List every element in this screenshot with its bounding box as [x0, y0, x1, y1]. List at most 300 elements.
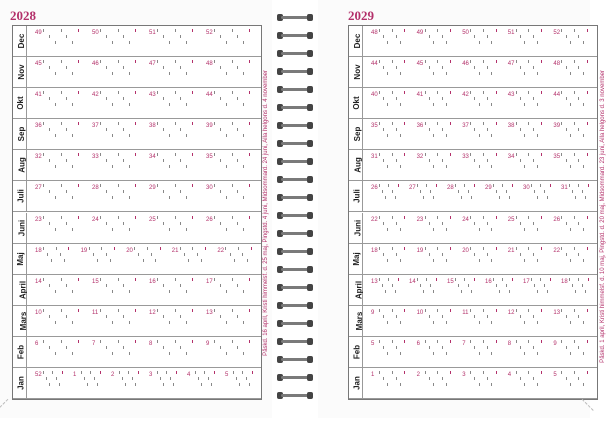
day-mark — [163, 190, 168, 193]
day-mark — [429, 253, 434, 256]
day-strip — [29, 27, 259, 55]
week-number: 39 — [553, 123, 561, 130]
week-number: 49 — [416, 30, 424, 36]
day-mark — [251, 247, 256, 250]
week-number: 7 — [92, 340, 96, 347]
day-mark — [112, 290, 117, 293]
day-mark — [570, 41, 575, 44]
day-mark — [474, 184, 479, 187]
day-mark — [398, 184, 403, 187]
day-mark — [474, 278, 479, 281]
day-mark — [442, 66, 447, 69]
day-strip — [365, 151, 595, 179]
day-mark — [129, 352, 134, 355]
day-mark — [516, 309, 521, 312]
month-label: Maj — [16, 251, 26, 266]
day-mark — [429, 128, 434, 131]
day-mark — [66, 190, 71, 193]
month-row — [13, 26, 261, 57]
day-mark — [49, 284, 54, 287]
day-mark — [392, 60, 397, 63]
day-mark — [61, 29, 66, 32]
day-mark — [442, 222, 447, 225]
day-strip — [29, 245, 259, 273]
day-mark — [483, 153, 488, 156]
day-mark — [570, 72, 575, 75]
day-mark — [106, 253, 111, 256]
day-mark — [537, 321, 542, 324]
day-mark — [404, 371, 409, 374]
day-mark — [249, 29, 254, 32]
day-mark — [442, 35, 447, 38]
day-mark — [479, 41, 484, 44]
day-mark — [400, 259, 405, 262]
day-mark — [138, 371, 143, 374]
week-number: 43 — [149, 92, 156, 99]
day-strip — [365, 89, 595, 117]
day-mark — [155, 259, 160, 262]
week-number: 27 — [35, 185, 42, 192]
day-mark — [232, 29, 237, 32]
holiday-note: Påskd. 1 april, Kristi himmelsf. d. 10 maj, Pingstd. d. 20 maj, Midsommard. 23 juni, Alla helgons d. 3 november — [600, 70, 606, 363]
day-mark — [186, 41, 191, 44]
day-mark — [239, 383, 244, 386]
day-mark — [587, 122, 592, 125]
ring-part — [281, 34, 309, 37]
day-mark — [163, 35, 168, 38]
week-number: 2 — [111, 371, 115, 378]
day-mark — [214, 309, 219, 312]
ring-part — [281, 232, 309, 235]
day-mark — [541, 309, 546, 312]
day-mark — [170, 377, 175, 380]
ring-part — [307, 392, 313, 399]
day-mark — [404, 247, 409, 250]
day-mark — [175, 216, 180, 219]
week-number: 16 — [485, 278, 492, 285]
month-row — [13, 244, 261, 275]
day-mark — [43, 340, 48, 343]
month-label-cell — [349, 244, 363, 274]
day-mark — [163, 284, 168, 287]
week-number: 25 — [507, 216, 515, 223]
day-mark — [232, 340, 237, 343]
day-mark — [574, 247, 579, 250]
day-mark — [470, 309, 475, 312]
day-mark — [252, 371, 257, 374]
day-mark — [496, 60, 501, 63]
day-mark — [220, 128, 225, 131]
week-number: 45 — [35, 61, 42, 68]
month-label: Okt — [16, 96, 26, 110]
day-mark — [574, 60, 579, 63]
day-mark — [192, 278, 197, 281]
day-mark — [587, 60, 592, 63]
month-row — [349, 368, 597, 399]
day-mark — [49, 97, 54, 100]
right-page-2029 — [318, 0, 606, 418]
week-number: 37 — [462, 123, 469, 130]
day-mark — [541, 153, 546, 156]
day-mark — [186, 134, 191, 137]
day-mark — [135, 153, 140, 156]
day-mark — [186, 165, 191, 168]
month-label-cell — [349, 337, 363, 367]
day-mark — [566, 222, 571, 225]
day-mark — [383, 97, 388, 100]
day-mark — [135, 184, 140, 187]
month-label: Nov — [353, 64, 363, 80]
day-mark — [437, 216, 442, 219]
day-mark — [534, 190, 539, 193]
day-mark — [524, 103, 529, 106]
week-number: 43 — [507, 92, 515, 99]
day-mark — [404, 309, 409, 312]
day-mark — [106, 190, 111, 193]
day-mark — [205, 247, 210, 250]
day-mark — [496, 216, 501, 219]
day-mark — [483, 216, 488, 219]
week-number: 48 — [371, 30, 378, 36]
day-mark — [582, 190, 587, 193]
day-mark — [66, 35, 71, 38]
day-mark — [574, 216, 579, 219]
day-mark — [404, 153, 409, 156]
ring-part — [281, 340, 309, 343]
day-mark — [43, 184, 48, 187]
day-mark — [491, 383, 496, 386]
day-mark — [232, 309, 237, 312]
month-label: Sep — [352, 126, 362, 142]
day-mark — [387, 259, 392, 262]
day-mark — [97, 383, 102, 386]
day-mark — [524, 165, 529, 168]
ring-part — [307, 176, 313, 183]
day-mark — [214, 216, 219, 219]
day-mark — [587, 216, 592, 219]
day-mark — [541, 371, 546, 374]
day-mark — [387, 321, 392, 324]
day-mark — [387, 103, 392, 106]
ring-part — [307, 338, 313, 345]
day-mark — [437, 122, 442, 125]
day-mark — [249, 122, 254, 125]
day-mark — [392, 247, 397, 250]
day-mark — [249, 278, 254, 281]
day-mark — [583, 103, 588, 106]
binding-ring — [277, 266, 313, 273]
day-mark — [192, 153, 197, 156]
day-mark — [446, 103, 451, 106]
week-number: 40 — [371, 92, 378, 99]
ring-part — [307, 86, 313, 93]
ring-part — [307, 284, 313, 291]
day-mark — [49, 35, 54, 38]
week-number: 11 — [92, 309, 99, 316]
day-mark — [90, 371, 95, 374]
day-mark — [383, 346, 388, 349]
day-mark — [123, 35, 128, 38]
day-mark — [100, 216, 105, 219]
day-mark — [43, 29, 48, 32]
day-strip — [365, 369, 595, 397]
day-mark — [429, 159, 434, 162]
week-number: 18 — [371, 247, 378, 254]
day-mark — [496, 340, 501, 343]
day-mark — [100, 340, 105, 343]
day-mark — [379, 184, 384, 187]
day-mark — [570, 383, 575, 386]
day-mark — [520, 315, 525, 318]
day-mark — [533, 159, 538, 162]
day-mark — [135, 122, 140, 125]
day-mark — [106, 35, 111, 38]
day-mark — [487, 66, 492, 69]
month-label-cell — [13, 275, 27, 305]
day-mark — [60, 253, 65, 256]
day-mark — [520, 346, 525, 349]
month-label: Aug — [353, 157, 363, 174]
day-mark — [446, 352, 451, 355]
day-mark — [220, 346, 225, 349]
week-number: 25 — [149, 216, 156, 223]
day-mark — [123, 222, 128, 225]
ring-part — [307, 302, 313, 309]
day-mark — [236, 377, 241, 380]
binding-ring — [277, 194, 313, 201]
day-mark — [129, 41, 134, 44]
month-label-cell — [349, 26, 363, 56]
day-mark — [78, 29, 83, 32]
day-mark — [175, 340, 180, 343]
day-mark — [583, 72, 588, 75]
day-mark — [483, 29, 488, 32]
month-label: Juni — [353, 219, 363, 236]
day-mark — [398, 278, 403, 281]
day-mark — [175, 60, 180, 63]
week-number: 18 — [35, 247, 42, 254]
month-row — [349, 337, 597, 368]
day-mark — [192, 309, 197, 312]
week-number: 13 — [371, 278, 378, 285]
binding-ring — [277, 32, 313, 39]
day-mark — [383, 35, 388, 38]
day-mark — [169, 321, 174, 324]
day-mark — [175, 278, 180, 281]
day-mark — [537, 259, 542, 262]
day-mark — [436, 184, 441, 187]
day-mark — [100, 60, 105, 63]
day-mark — [118, 278, 123, 281]
day-mark — [470, 371, 475, 374]
day-mark — [55, 165, 60, 168]
month-label: Okt — [352, 96, 362, 110]
day-mark — [583, 383, 588, 386]
day-mark — [528, 371, 533, 374]
day-mark — [516, 216, 521, 219]
month-row — [13, 275, 261, 306]
day-mark — [442, 377, 447, 380]
day-mark — [404, 216, 409, 219]
day-mark — [547, 290, 552, 293]
day-mark — [533, 346, 538, 349]
day-mark — [72, 352, 77, 355]
day-mark — [379, 91, 384, 94]
week-number: 50 — [92, 30, 99, 36]
day-mark — [243, 352, 248, 355]
week-number: 26 — [553, 216, 561, 223]
week-number: 5 — [225, 371, 229, 378]
day-mark — [186, 228, 191, 231]
day-mark — [226, 321, 231, 324]
day-mark — [470, 216, 475, 219]
day-mark — [588, 184, 593, 187]
day-mark — [450, 91, 455, 94]
day-mark — [129, 134, 134, 137]
day-mark — [583, 165, 588, 168]
day-mark — [561, 371, 566, 374]
ring-part — [281, 142, 309, 145]
day-mark — [379, 278, 384, 281]
day-mark — [125, 383, 130, 386]
week-number: 33 — [92, 154, 99, 161]
day-mark — [135, 91, 140, 94]
day-mark — [163, 66, 168, 69]
day-mark — [78, 122, 83, 125]
day-mark — [528, 340, 533, 343]
day-mark — [520, 35, 525, 38]
day-mark — [43, 216, 48, 219]
day-mark — [400, 228, 405, 231]
day-mark — [570, 165, 575, 168]
month-label-cell — [349, 306, 363, 336]
day-mark — [455, 278, 460, 281]
day-mark — [388, 184, 393, 187]
day-mark — [237, 315, 242, 318]
week-number: 42 — [462, 92, 469, 99]
day-mark — [157, 184, 162, 187]
day-mark — [587, 340, 592, 343]
week-number: 37 — [92, 123, 99, 130]
day-mark — [186, 196, 191, 199]
day-mark — [55, 290, 60, 293]
day-mark — [437, 371, 442, 374]
day-mark — [180, 222, 185, 225]
day-mark — [491, 165, 496, 168]
day-mark — [243, 103, 248, 106]
day-mark — [180, 190, 185, 193]
day-mark — [387, 228, 392, 231]
day-mark — [426, 184, 431, 187]
day-mark — [423, 196, 428, 199]
day-mark — [138, 253, 143, 256]
day-mark — [123, 128, 128, 131]
binding-ring — [277, 320, 313, 327]
day-mark — [520, 253, 525, 256]
day-mark — [49, 315, 54, 318]
day-mark — [537, 196, 542, 199]
day-mark — [214, 60, 219, 63]
day-mark — [249, 216, 254, 219]
month-label-cell — [13, 150, 27, 180]
day-mark — [533, 97, 538, 100]
day-mark — [242, 253, 247, 256]
day-mark — [433, 228, 438, 231]
day-mark — [237, 66, 242, 69]
month-row — [349, 88, 597, 119]
binding-ring — [277, 122, 313, 129]
day-mark — [94, 377, 99, 380]
day-mark — [585, 196, 590, 199]
week-number: 44 — [553, 92, 561, 99]
day-mark — [135, 309, 140, 312]
week-number: 48 — [553, 61, 561, 68]
ring-part — [281, 88, 309, 91]
day-mark — [425, 309, 430, 312]
day-mark — [180, 128, 185, 131]
month-row — [13, 337, 261, 368]
day-mark — [61, 340, 66, 343]
month-label: Feb — [352, 344, 362, 359]
day-mark — [570, 103, 575, 106]
day-mark — [243, 134, 248, 137]
day-mark — [49, 128, 54, 131]
week-number: 23 — [35, 216, 42, 223]
day-mark — [583, 228, 588, 231]
day-mark — [524, 134, 529, 137]
day-mark — [163, 346, 168, 349]
day-mark — [55, 196, 60, 199]
day-mark — [237, 159, 242, 162]
day-mark — [561, 29, 566, 32]
day-mark — [512, 278, 517, 281]
day-mark — [118, 216, 123, 219]
month-row — [349, 57, 597, 88]
day-mark — [56, 247, 61, 250]
day-mark — [491, 228, 496, 231]
week-number: 39 — [206, 123, 213, 130]
day-mark — [528, 309, 533, 312]
day-mark — [578, 315, 583, 318]
day-mark — [43, 122, 48, 125]
day-mark — [61, 184, 66, 187]
day-mark — [575, 290, 580, 293]
day-mark — [541, 122, 546, 125]
week-number: 47 — [507, 61, 515, 68]
day-mark — [487, 159, 492, 162]
day-mark — [186, 290, 191, 293]
day-mark — [112, 134, 117, 137]
day-mark — [483, 247, 488, 250]
day-mark — [437, 340, 442, 343]
day-mark — [430, 190, 435, 193]
day-mark — [585, 290, 590, 293]
day-mark — [169, 290, 174, 293]
week-number: 26 — [206, 216, 213, 223]
week-number: 29 — [485, 185, 492, 192]
day-mark — [491, 41, 496, 44]
day-mark — [112, 72, 117, 75]
week-number: 44 — [206, 92, 213, 99]
day-mark — [232, 60, 237, 63]
day-mark — [404, 91, 409, 94]
day-mark — [43, 91, 48, 94]
day-strip — [365, 182, 595, 210]
day-mark — [528, 60, 533, 63]
week-number: 31 — [561, 185, 568, 192]
day-mark — [499, 290, 504, 293]
day-mark — [537, 41, 542, 44]
